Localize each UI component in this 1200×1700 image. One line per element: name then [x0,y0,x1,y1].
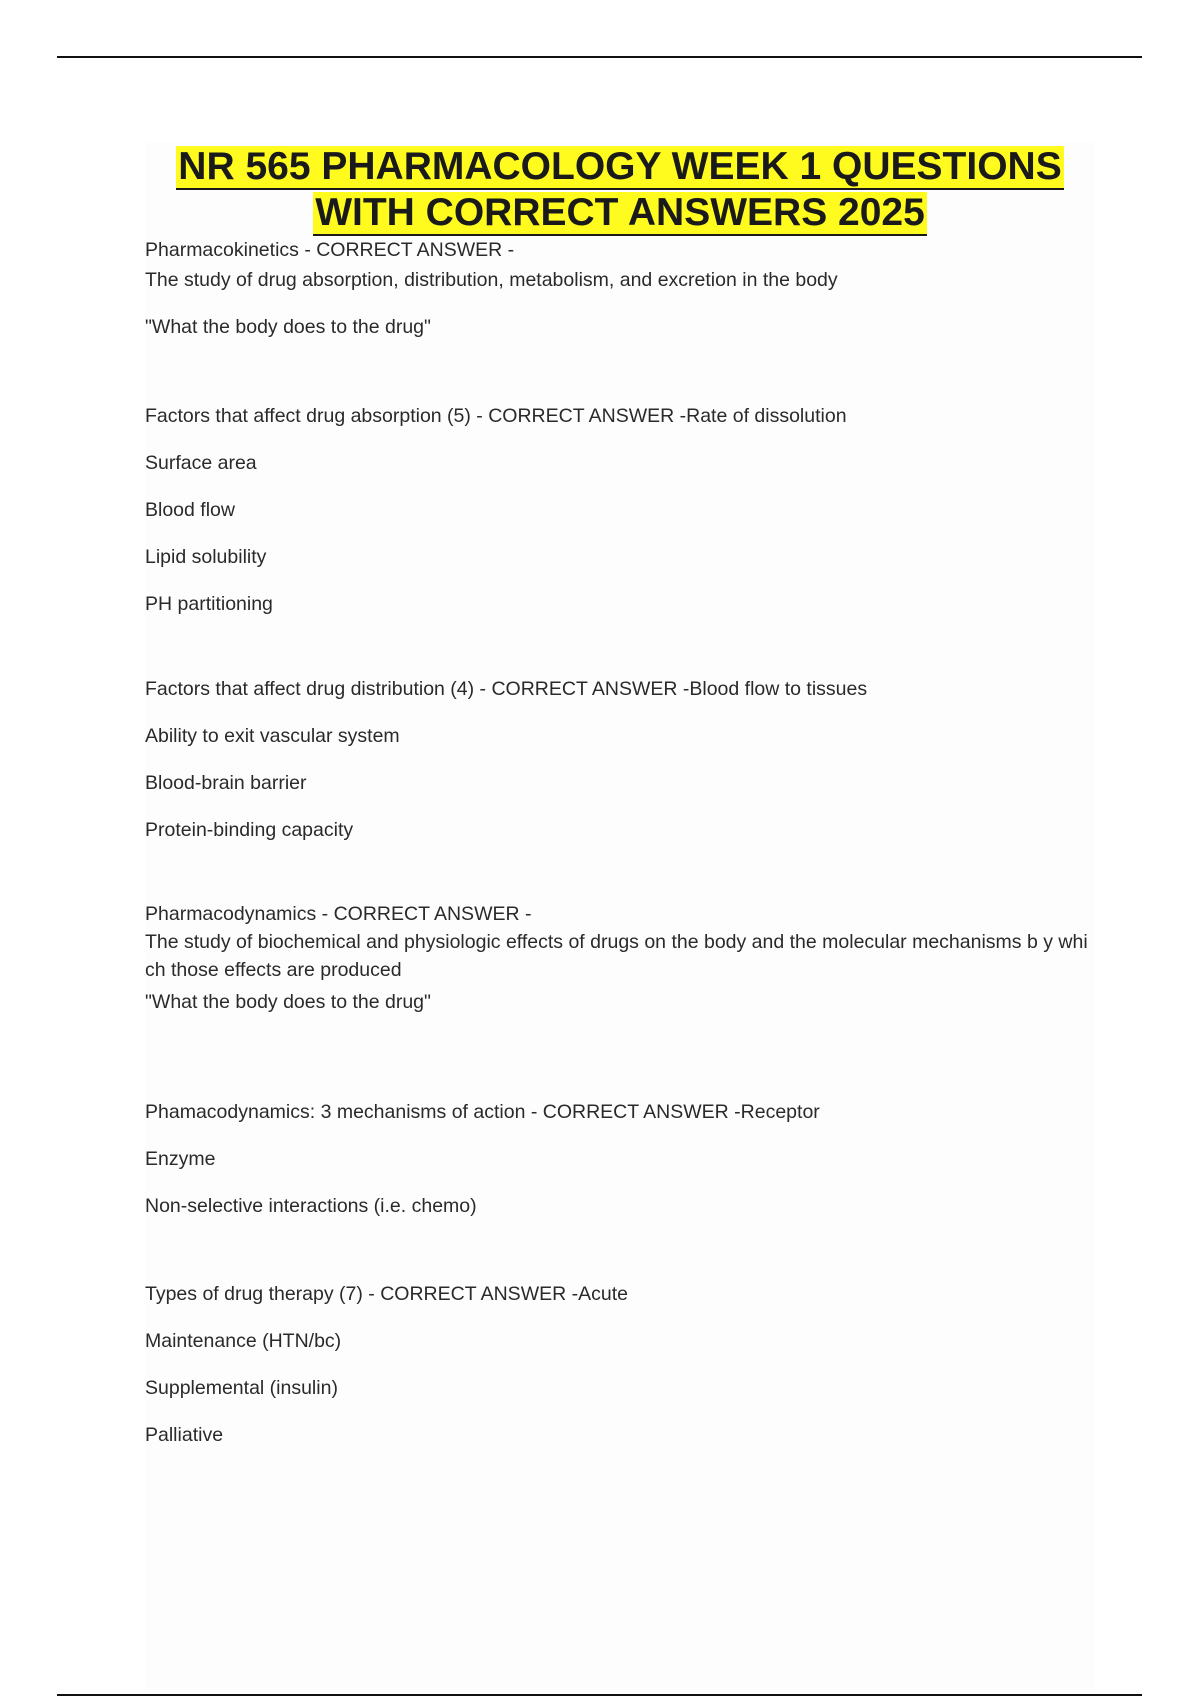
qa-drug-distribution [145,673,1095,861]
question-text: Types of drug therapy (7) - CORRECT ANSWER -Acute [145,1283,628,1305]
qa-drug-therapy-types [145,1278,1095,1466]
qa-drug-absorption [145,400,1095,635]
answer-note: "What the body does to the drug" [145,991,431,1013]
answer-item: PH partitioning [145,593,273,615]
answer-item: Surface area [145,452,257,474]
question-text: Phamacodynamics: 3 mechanisms of action - CORRECT ANSWER -Receptor [145,1101,820,1123]
title-line-1: NR 565 PHARMACOLOGY WEEK 1 QUESTIONS [178,145,1062,188]
answer-item: Supplemental (insulin) [145,1377,338,1399]
qa-mechanisms-of-action [145,1096,1095,1237]
answer-item: Blood flow [145,499,235,521]
answer-item: Non-selective interactions (i.e. chemo) [145,1195,477,1217]
document-page [145,142,1095,1692]
question-text: Pharmacokinetics - CORRECT ANSWER - [145,239,515,261]
qa-pharmacokinetics [145,236,1095,358]
document-title [145,144,1095,236]
answer-item: Protein-binding capacity [145,819,354,841]
answer-item: Enzyme [145,1148,216,1170]
qa-pharmacodynamics [145,900,1095,1033]
answer-item: Blood-brain barrier [145,772,307,794]
bottom-rule [57,1694,1142,1696]
top-rule [57,56,1142,58]
answer-item: Maintenance (HTN/bc) [145,1330,342,1352]
answer-item: Ability to exit vascular system [145,725,400,747]
answer-note: "What the body does to the drug" [145,316,431,338]
answer-item: Palliative [145,1424,224,1446]
question-text: Factors that affect drug absorption (5) - CORRECT ANSWER -Rate of dissolution [145,405,847,427]
answer-text: The study of drug absorption, distribution, metabolism, and excretion in the body [145,269,838,291]
answer-text: The study of biochemical and physiologic effects of drugs on the body and the molecular mechanisms b y which those effects are produced [145,931,1088,981]
title-line-2: WITH CORRECT ANSWERS 2025 [315,191,925,234]
answer-item: Lipid solubility [145,546,267,568]
question-text: Factors that affect drug distribution (4) - CORRECT ANSWER -Blood flow to tissues [145,678,868,700]
question-text: Pharmacodynamics - CORRECT ANSWER - [145,903,532,925]
